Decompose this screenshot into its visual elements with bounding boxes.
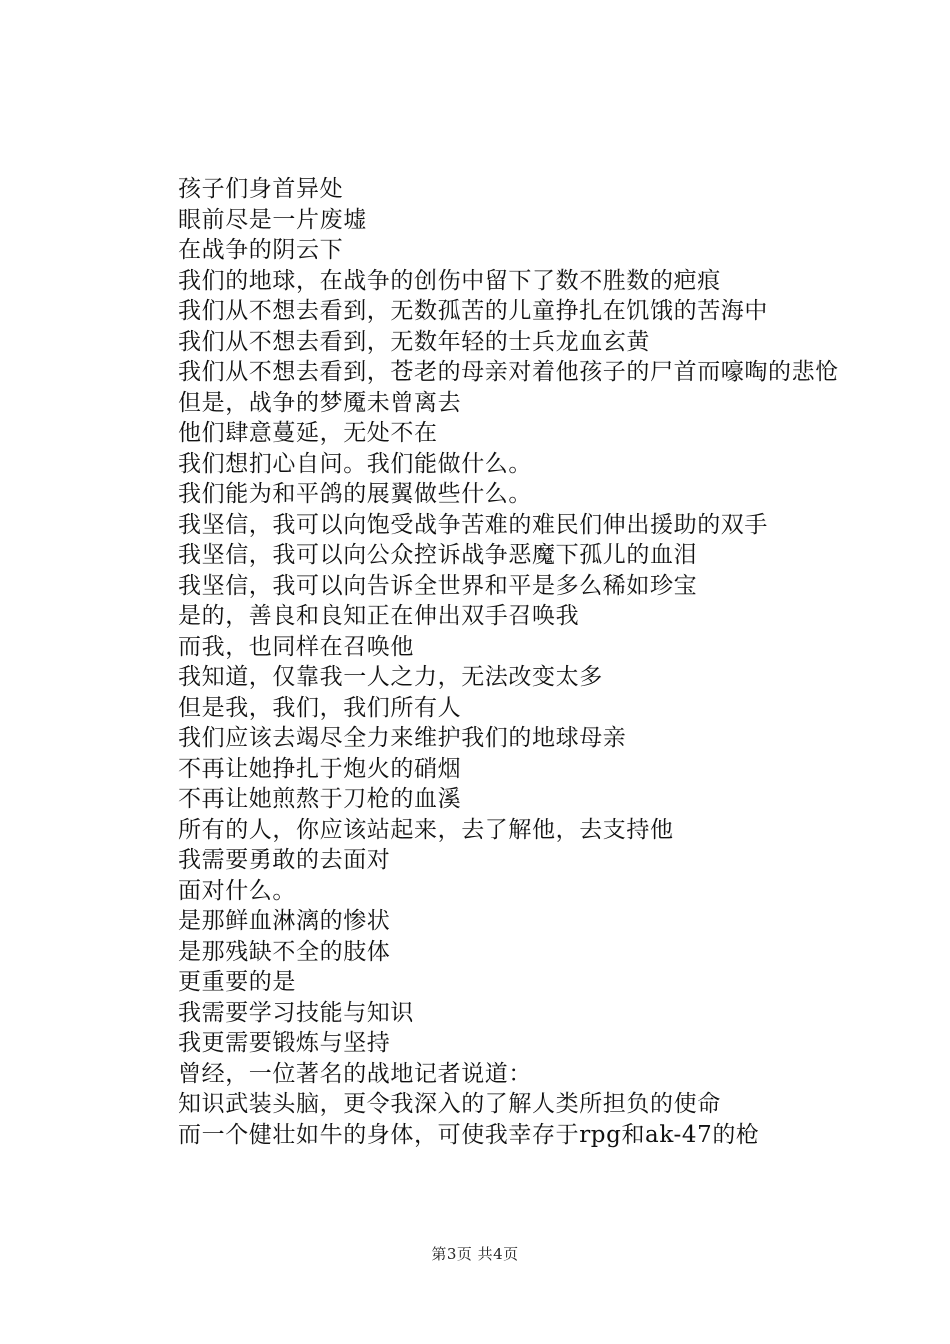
text-line: 不再让她煎熬于刀枪的血溪 bbox=[178, 786, 462, 812]
text-line: 是那鲜血淋漓的惨状 bbox=[178, 908, 391, 934]
text-line: 我需要勇敢的去面对 bbox=[178, 847, 391, 873]
document-body bbox=[130, 174, 840, 1150]
text-line: 而我，也同样在召唤他 bbox=[178, 633, 414, 660]
text-line: 不再让她挣扎于炮火的硝烟 bbox=[178, 755, 462, 782]
text-line: 在战争的阴云下 bbox=[178, 237, 344, 263]
page-number-footer: 第3页 共4页 bbox=[431, 1245, 519, 1263]
text-line: 我坚信，我可以向饱受战争苦难的难民们伸出援助的双手 bbox=[178, 511, 768, 538]
text-line: 我们的地球，在战争的创伤中留下了数不胜数的疤痕 bbox=[178, 267, 721, 294]
text-line: 眼前尽是一片废墟 bbox=[178, 206, 367, 233]
text-line: 面对什么。 bbox=[178, 877, 296, 904]
text-line: 更重要的是 bbox=[178, 969, 296, 995]
text-line: 我需要学习技能与知识 bbox=[178, 999, 414, 1026]
text-line: 我更需要锻炼与坚持 bbox=[178, 1030, 391, 1056]
text-line: 我知道，仅靠我一人之力，无法改变太多 bbox=[178, 664, 603, 690]
text-line: 知识武装头脑，更令我深入的了解人类所担负的使命 bbox=[178, 1091, 721, 1117]
text-line: 我们从不想去看到，无数年轻的士兵龙血玄黄 bbox=[178, 328, 650, 355]
text-line: 我们应该去竭尽全力来维护我们的地球母亲 bbox=[178, 725, 627, 751]
text-line: 我坚信，我可以向告诉全世界和平是多么稀如珍宝 bbox=[178, 572, 698, 599]
text-line: 他们肆意蔓延，无处不在 bbox=[178, 420, 438, 446]
text-line: 我们从不想去看到，苍老的母亲对着他孩子的尸首而嚎啕的悲怆 bbox=[178, 359, 839, 385]
text-line: 是那残缺不全的肢体 bbox=[178, 938, 391, 965]
text-line: 但是，战争的梦魇未曾离去 bbox=[178, 389, 462, 416]
text-line: 是的，善良和良知正在伸出双手召唤我 bbox=[178, 603, 580, 629]
text-line: 我们能为和平鸽的展翼做些什么。 bbox=[178, 481, 532, 507]
text-line: 我坚信，我可以向公众控诉战争恶魔下孤儿的血泪 bbox=[178, 542, 698, 568]
text-line: 孩子们身首异处 bbox=[178, 176, 344, 202]
text-line: 我们想扪心自问。我们能做什么。 bbox=[178, 450, 532, 477]
text-line: 但是我，我们，我们所有人 bbox=[178, 694, 462, 721]
text-line: 而一个健壮如牛的身体，可使我幸存于rpg和ak-47的枪 bbox=[178, 1121, 760, 1148]
text-line: 曾经，一位著名的战地记者说道： bbox=[178, 1060, 532, 1087]
text-line: 所有的人，你应该站起来，去了解他，去支持他 bbox=[178, 816, 674, 843]
text-line: 我们从不想去看到，无数孤苦的儿童挣扎在饥饿的苦海中 bbox=[178, 298, 768, 324]
